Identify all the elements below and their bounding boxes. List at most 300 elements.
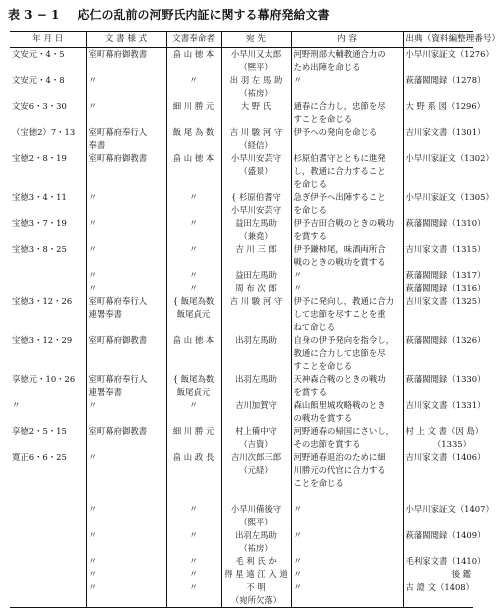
content-cell: を賞する — [291, 386, 403, 399]
content-cell: 伊予吉田合戦のときの戦功 — [291, 217, 403, 230]
issuer-cell: 〃 — [166, 399, 221, 412]
content-cell — [291, 87, 403, 100]
issuer-cell — [166, 87, 221, 100]
table-row — [10, 334, 473, 347]
addressee-cell: （盛景） — [221, 165, 291, 178]
table-row — [10, 581, 473, 594]
source-cell — [403, 204, 473, 217]
style-cell — [86, 61, 166, 74]
date-cell — [10, 165, 86, 178]
date-cell: 寛正6・6・25 — [12, 452, 67, 462]
issuer-cell: 細 川 勝 元 — [166, 100, 221, 113]
issuer-cell — [166, 256, 221, 269]
source-cell: （1335） — [403, 438, 473, 451]
issuer-cell: 〃 — [166, 269, 221, 282]
table-row — [10, 451, 473, 464]
table-row — [10, 217, 473, 230]
issuer-cell: 〃 — [166, 581, 221, 594]
date-cell — [10, 61, 86, 74]
date-cell — [10, 594, 86, 608]
issuer-cell — [166, 113, 221, 126]
source-cell: 萩藩閥閲録（1317） — [403, 269, 473, 282]
source-cell — [403, 386, 473, 399]
date-cell — [10, 490, 86, 503]
addressee-cell: 吉川次郎三郎 — [221, 451, 291, 464]
content-cell: 〃 — [291, 282, 403, 295]
style-cell: 室町幕府御教書 — [86, 152, 166, 165]
table-number: 表 3 − 1 — [8, 8, 60, 22]
table-row — [10, 503, 473, 516]
table-row — [10, 568, 473, 581]
style-cell: 〃 — [86, 581, 166, 594]
source-cell: 小早川家証文（1302） — [403, 152, 473, 165]
issuer-cell — [166, 204, 221, 217]
style-cell: 室町幕府御教書 — [86, 334, 166, 347]
content-cell: 川勝元の代官に合力する — [291, 464, 403, 477]
addressee-cell: （祐房） — [221, 87, 291, 100]
issuer-cell — [166, 360, 221, 373]
style-cell: 〃 — [86, 399, 166, 412]
content-cell: 〃 — [291, 503, 403, 516]
table-row — [10, 269, 473, 282]
source-cell — [403, 113, 473, 126]
table-row — [10, 152, 473, 165]
addressee-cell: { 杉原伯耆守 — [221, 191, 291, 204]
style-cell: 室町幕府御教書 — [86, 425, 166, 438]
header-style: 文 書 様 式 — [86, 32, 166, 48]
style-cell: 室町幕府御教書 — [86, 48, 166, 62]
addressee-cell: 益田左馬助 — [221, 269, 291, 282]
table-row — [10, 204, 473, 217]
addressee-cell — [221, 178, 291, 191]
date-cell: 宝徳2・8・19 — [12, 153, 67, 163]
content-cell: 河野通春の帰国にさいし， — [291, 425, 403, 438]
style-cell: 〃 — [86, 568, 166, 581]
table-row — [10, 516, 473, 529]
source-cell — [403, 308, 473, 321]
date-cell — [10, 308, 86, 321]
source-cell: 毛利家文書（1410） — [403, 555, 473, 568]
content-cell: 戦のときの戦功を賞する — [291, 256, 403, 269]
date-cell — [10, 256, 86, 269]
issuer-cell: 〃 — [166, 555, 221, 568]
table-header-row — [10, 32, 473, 48]
content-cell: すことを命じる — [291, 360, 403, 373]
addressee-cell: 吉 川 駿 河 守 — [221, 295, 291, 308]
content-cell: して忠節を尽すことを重 — [291, 308, 403, 321]
issuer-cell — [166, 230, 221, 243]
date-cell: 享徳2・5・15 — [12, 426, 67, 436]
style-cell — [86, 360, 166, 373]
date-cell — [10, 529, 86, 542]
source-cell — [403, 61, 473, 74]
issuer-cell — [166, 178, 221, 191]
style-cell: 〃 — [86, 529, 166, 542]
date-cell — [10, 542, 86, 555]
table-row — [10, 477, 473, 490]
issuer-cell: 畠 山 徳 本 — [166, 152, 221, 165]
addressee-cell: （宛所欠落） — [221, 594, 291, 608]
issuer-cell — [166, 464, 221, 477]
date-cell: 〃 — [12, 400, 21, 410]
addressee-cell: 村上備中守 — [221, 425, 291, 438]
issuer-cell: { 飯尾為数 — [166, 295, 221, 308]
style-cell — [86, 477, 166, 490]
date-cell: 宝徳3・12・29 — [12, 335, 73, 345]
addressee-cell: （元経） — [221, 464, 291, 477]
source-cell — [403, 477, 473, 490]
content-cell: 天神森合戦のときの戦功 — [291, 373, 403, 386]
style-cell — [86, 256, 166, 269]
style-cell — [86, 594, 166, 608]
style-cell: 〃 — [86, 243, 166, 256]
issuer-cell — [166, 516, 221, 529]
style-cell — [86, 490, 166, 503]
table-row — [10, 48, 473, 62]
document-table — [10, 31, 500, 608]
header-content: 内 容 — [291, 32, 403, 48]
issuer-cell: 〃 — [166, 217, 221, 230]
style-cell: 室町幕府奉行人 — [86, 295, 166, 308]
table-row — [10, 594, 473, 608]
date-cell: 宝徳3・7・19 — [12, 218, 67, 228]
date-cell — [10, 282, 86, 295]
issuer-cell: 細 川 勝 元 — [166, 425, 221, 438]
content-cell — [291, 490, 403, 503]
date-cell — [10, 386, 86, 399]
addressee-cell — [221, 321, 291, 334]
table-row — [10, 399, 473, 412]
source-cell — [403, 178, 473, 191]
issuer-cell — [166, 490, 221, 503]
date-cell — [10, 139, 86, 152]
date-cell — [10, 269, 86, 282]
content-cell: その忠節を賞する — [291, 438, 403, 451]
source-cell: 吉川家文書（1331） — [403, 399, 473, 412]
source-cell: 古 證 文（1408） — [403, 581, 473, 594]
issuer-cell: 〃 — [166, 529, 221, 542]
style-cell: 〃 — [86, 217, 166, 230]
content-cell: の戦功を賞する — [291, 412, 403, 425]
content-cell: 森山館里城攻略戦のとき — [291, 399, 403, 412]
table-row — [10, 360, 473, 373]
issuer-cell: 〃 — [166, 282, 221, 295]
issuer-cell: 飯尾貞元 — [166, 386, 221, 399]
issuer-cell — [166, 321, 221, 334]
addressee-cell — [221, 412, 291, 425]
source-cell — [403, 230, 473, 243]
date-cell — [10, 412, 86, 425]
table-row — [10, 490, 473, 503]
content-cell — [291, 139, 403, 152]
issuer-cell — [166, 165, 221, 178]
date-cell: 文安6・3・30 — [12, 101, 67, 111]
table-row — [10, 139, 473, 152]
addressee-cell: 出羽左馬助 — [221, 334, 291, 347]
addressee-cell: （熈平） — [221, 61, 291, 74]
table-row — [10, 542, 473, 555]
issuer-cell: 畠 山 政 長 — [166, 451, 221, 464]
content-cell: 伊予鎌柿尾，味酒両所合 — [291, 243, 403, 256]
table-row — [10, 74, 473, 87]
issuer-cell: 〃 — [166, 191, 221, 204]
content-cell — [291, 516, 403, 529]
content-cell: 自身の伊予発向を指令し， — [291, 334, 403, 347]
date-cell — [10, 230, 86, 243]
date-cell — [10, 87, 86, 100]
source-cell — [403, 139, 473, 152]
date-cell: 宝徳3・8・25 — [12, 244, 67, 254]
addressee-cell: 小早川又太郎 — [221, 48, 291, 62]
addressee-cell: （兼堯） — [221, 230, 291, 243]
addressee-cell — [221, 360, 291, 373]
style-cell: 連署奉書 — [86, 308, 166, 321]
source-cell — [403, 464, 473, 477]
issuer-cell: 〃 — [166, 243, 221, 256]
table-caption: 応仁の乱前の河野氏内証に関する幕府発給文書 — [77, 8, 330, 22]
date-cell — [10, 204, 86, 217]
addressee-cell: 小早川安芸守 — [221, 152, 291, 165]
source-cell — [403, 256, 473, 269]
date-cell — [10, 477, 86, 490]
table-row — [10, 178, 473, 191]
addressee-cell — [221, 256, 291, 269]
addressee-cell: 吉川加賀守 — [221, 399, 291, 412]
addressee-cell — [221, 347, 291, 360]
style-cell: 室町幕府奉行人 — [86, 373, 166, 386]
issuer-cell — [166, 139, 221, 152]
addressee-cell: 大 野 氏 — [221, 100, 291, 113]
style-cell: 〃 — [86, 282, 166, 295]
content-cell: 〃 — [291, 581, 403, 594]
style-cell: 〃 — [86, 191, 166, 204]
table-row — [10, 256, 473, 269]
style-cell: 室町幕府奉行人 — [86, 126, 166, 139]
date-cell — [10, 568, 86, 581]
source-cell: 萩藩閥閲録（1326） — [403, 334, 473, 347]
table-title — [8, 6, 330, 28]
source-cell — [403, 360, 473, 373]
date-cell — [10, 178, 86, 191]
date-cell — [10, 360, 86, 373]
source-cell: 吉川家文書（1406） — [403, 451, 473, 464]
issuer-cell: 飯尾貞元 — [166, 308, 221, 321]
table-row — [10, 282, 473, 295]
style-cell — [86, 542, 166, 555]
content-cell: 〃 — [291, 568, 403, 581]
addressee-cell: 吉 川 駿 河 守 — [221, 126, 291, 139]
issuer-cell: 〃 — [166, 503, 221, 516]
table-row — [10, 191, 473, 204]
table-row — [10, 347, 473, 360]
addressee-cell: 益田左馬助 — [221, 217, 291, 230]
issuer-cell — [166, 412, 221, 425]
table-row — [10, 61, 473, 74]
style-cell — [86, 178, 166, 191]
addressee-cell: 毛 利 氏 か — [221, 555, 291, 568]
content-cell: 急ぎ伊予へ出陣すること — [291, 191, 403, 204]
style-cell: 〃 — [86, 74, 166, 87]
date-cell — [10, 464, 86, 477]
issuer-cell: 畠 山 徳 本 — [166, 334, 221, 347]
source-cell: 吉川家文書（1301） — [403, 126, 473, 139]
content-cell: 教通に合力して忠節を尽 — [291, 347, 403, 360]
source-cell: 萩藩閥閲録（1330） — [403, 373, 473, 386]
style-cell: 〃 — [86, 100, 166, 113]
addressee-cell: 得 星 遠 江 入 道 — [221, 568, 291, 581]
header-date: 年 月 日 — [10, 32, 86, 48]
style-cell: 〃 — [86, 269, 166, 282]
content-cell — [291, 542, 403, 555]
addressee-cell: 小早川安芸守 — [221, 204, 291, 217]
source-cell: 小早川家証文（1276） — [403, 48, 473, 62]
addressee-cell: （祐房） — [221, 542, 291, 555]
style-cell — [86, 412, 166, 425]
style-cell: 〃 — [86, 555, 166, 568]
date-cell — [10, 347, 86, 360]
source-cell: 後 鑑 — [403, 568, 473, 581]
style-cell — [86, 464, 166, 477]
content-cell: 〃 — [291, 74, 403, 87]
issuer-cell: 畠 山 徳 本 — [166, 48, 221, 62]
content-cell: 河野通春退治のために細 — [291, 451, 403, 464]
source-cell — [403, 490, 473, 503]
content-cell: 伊予への発向を命じる — [291, 126, 403, 139]
addressee-cell — [221, 113, 291, 126]
date-cell: （宝徳2）7・13 — [12, 127, 76, 137]
date-cell — [10, 321, 86, 334]
content-cell: を命じる — [291, 204, 403, 217]
table-row — [10, 295, 473, 308]
content-cell: 〃 — [291, 529, 403, 542]
header-source: 出典（資料編整理番号） — [403, 32, 473, 48]
issuer-cell — [166, 594, 221, 608]
date-cell: 享徳元・10・26 — [12, 374, 76, 384]
style-cell — [86, 165, 166, 178]
date-cell: 文安元・4・5 — [12, 49, 65, 59]
table-row — [10, 126, 473, 139]
content-cell: すことを命じる — [291, 113, 403, 126]
source-cell: 小早川家証文（1305） — [403, 191, 473, 204]
issuer-cell — [166, 477, 221, 490]
source-cell: 小早川家証文（1407） — [403, 503, 473, 516]
source-cell: 吉川家文書（1315） — [403, 243, 473, 256]
table-row — [10, 412, 473, 425]
table-row — [10, 100, 473, 113]
source-cell — [403, 412, 473, 425]
issuer-cell — [166, 61, 221, 74]
date-cell — [10, 503, 86, 516]
source-cell — [403, 542, 473, 555]
table-row — [10, 165, 473, 178]
table-row — [10, 230, 473, 243]
date-cell — [10, 581, 86, 594]
issuer-cell: 飯 尾 為 数 — [166, 126, 221, 139]
content-cell: ため出陣を命じる — [291, 61, 403, 74]
date-cell: 宝徳3・12・26 — [12, 296, 73, 306]
table-row — [10, 529, 473, 542]
table-row — [10, 243, 473, 256]
addressee-cell — [221, 490, 291, 503]
content-cell: を賞する — [291, 230, 403, 243]
content-cell: し，教通に合力すること — [291, 165, 403, 178]
source-cell: 村 上 文 書（因 島） — [403, 425, 473, 438]
addressee-cell: 出羽左馬助 — [221, 373, 291, 386]
source-cell — [403, 516, 473, 529]
addressee-cell: 周 布 次 郎 — [221, 282, 291, 295]
table-row — [10, 373, 473, 386]
addressee-cell: 小早川備後守 — [221, 503, 291, 516]
date-cell: 宝徳3・4・11 — [12, 192, 67, 202]
addressee-cell: 吉 川 三 郎 — [221, 243, 291, 256]
content-cell: を命じる — [291, 178, 403, 191]
date-cell — [10, 516, 86, 529]
date-cell — [10, 113, 86, 126]
addressee-cell — [221, 477, 291, 490]
content-cell: 杉原伯耆守とともに進発 — [291, 152, 403, 165]
source-cell: 大 野 系 図（1296） — [403, 100, 473, 113]
issuer-cell: { 飯尾為数 — [166, 373, 221, 386]
date-cell: 文安元・4・8 — [12, 75, 65, 85]
style-cell: 奉書 — [86, 139, 166, 152]
source-cell: 萩藩閥閲録（1409） — [403, 529, 473, 542]
issuer-cell — [166, 347, 221, 360]
style-cell — [86, 321, 166, 334]
table-row — [10, 464, 473, 477]
table-row — [10, 113, 473, 126]
header-addressee: 宛 先 — [221, 32, 291, 48]
source-cell — [403, 321, 473, 334]
addressee-cell — [221, 386, 291, 399]
addressee-cell: （経信） — [221, 139, 291, 152]
issuer-cell: 〃 — [166, 568, 221, 581]
table-row — [10, 386, 473, 399]
issuer-cell: 〃 — [166, 74, 221, 87]
content-cell — [291, 594, 403, 608]
style-cell — [86, 347, 166, 360]
table-row — [10, 87, 473, 100]
style-cell — [86, 438, 166, 451]
source-cell: 萩藩閥閲録（1310） — [403, 217, 473, 230]
style-cell — [86, 113, 166, 126]
style-cell — [86, 204, 166, 217]
style-cell — [86, 87, 166, 100]
source-cell: 萩藩閥閲録（1278） — [403, 74, 473, 87]
source-cell: 吉川家文書（1325） — [403, 295, 473, 308]
source-cell — [403, 594, 473, 608]
source-cell — [403, 165, 473, 178]
content-cell: ことを命じる — [291, 477, 403, 490]
date-cell — [10, 555, 86, 568]
addressee-cell: 出 羽 左 馬 助 — [221, 74, 291, 87]
table-row — [10, 425, 473, 438]
source-cell — [403, 87, 473, 100]
table-body — [10, 48, 494, 608]
issuer-cell — [166, 542, 221, 555]
addressee-cell: 出羽左馬助 — [221, 529, 291, 542]
table-row — [10, 555, 473, 568]
content-cell: 伊予に発向し，教通に合力 — [291, 295, 403, 308]
table-row — [10, 321, 473, 334]
content-cell: 河野刑部大輔教通合力の — [291, 48, 403, 62]
date-cell — [10, 438, 86, 451]
addressee-cell: （熙平） — [221, 516, 291, 529]
style-cell: 連署奉書 — [86, 386, 166, 399]
addressee-cell: 不 明 — [221, 581, 291, 594]
style-cell — [86, 516, 166, 529]
issuer-cell — [166, 438, 221, 451]
content-cell: ねて命じる — [291, 321, 403, 334]
